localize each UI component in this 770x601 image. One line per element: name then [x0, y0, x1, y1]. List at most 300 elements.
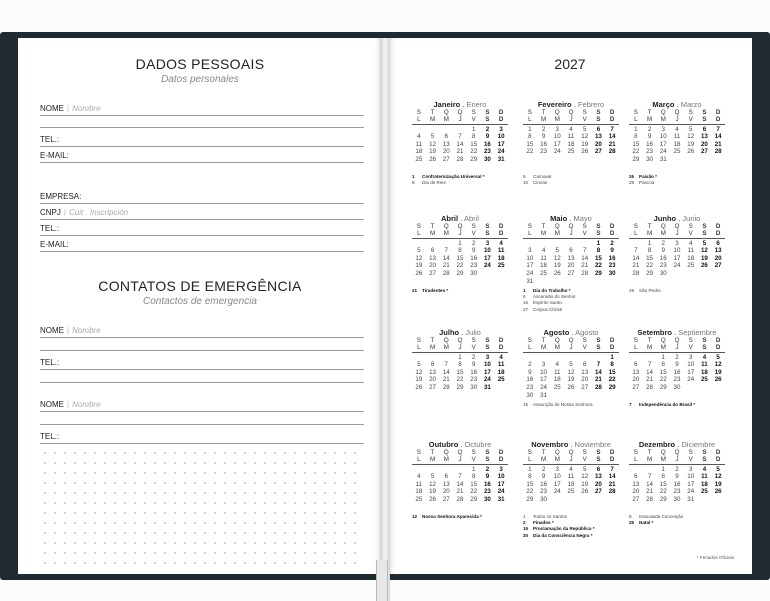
day-cell[interactable]: 21 [714, 140, 722, 148]
day-cell[interactable]: 12 [567, 368, 575, 376]
day-cell[interactable]: 16 [646, 140, 653, 148]
day-cell[interactable]: 18 [497, 368, 505, 376]
day-cell[interactable]: 5 [582, 125, 587, 133]
day-cell[interactable]: 8 [458, 247, 462, 255]
day-cell[interactable]: 6 [634, 361, 638, 369]
day-cell[interactable]: 16 [470, 254, 478, 262]
day-cell[interactable]: 30 [470, 383, 478, 391]
day-cell[interactable]: 30 [483, 155, 491, 163]
day-cell[interactable]: 24 [483, 262, 491, 270]
day-cell[interactable]: 25 [415, 495, 423, 503]
day-cell[interactable]: 1 [458, 239, 462, 247]
day-cell[interactable]: 14 [594, 368, 602, 376]
emergency1-tel-line[interactable] [40, 382, 364, 383]
day-cell[interactable]: 3 [555, 465, 559, 473]
day-cell[interactable]: 22 [594, 262, 602, 270]
day-cell[interactable]: 2 [528, 361, 532, 369]
day-cell[interactable]: 11 [497, 361, 505, 369]
day-cell[interactable]: 2 [661, 239, 665, 247]
day-cell[interactable]: 25 [687, 262, 695, 270]
day-cell[interactable]: 3 [541, 361, 546, 369]
day-cell[interactable]: 26 [700, 262, 708, 270]
day-cell[interactable]: 7 [444, 361, 448, 369]
day-cell[interactable]: 29 [456, 383, 464, 391]
day-cell[interactable]: 22 [526, 148, 534, 156]
day-cell[interactable]: 6 [569, 247, 573, 255]
day-cell[interactable]: 4 [569, 465, 573, 473]
day-cell[interactable]: 26 [415, 269, 423, 277]
day-cell[interactable]: 21 [608, 140, 616, 148]
day-cell[interactable]: 10 [483, 247, 491, 255]
day-cell[interactable]: 19 [714, 368, 722, 376]
day-cell[interactable]: 2 [485, 465, 490, 473]
day-cell[interactable]: 9 [541, 133, 546, 141]
day-cell[interactable]: 1 [471, 125, 476, 133]
day-cell[interactable]: 14 [456, 480, 464, 488]
day-cell[interactable]: 18 [553, 376, 561, 384]
day-cell[interactable]: 27 [632, 495, 640, 503]
day-cell[interactable]: 11 [540, 254, 547, 262]
day-cell[interactable]: 6 [596, 125, 601, 133]
day-cell[interactable]: 2 [471, 239, 476, 247]
day-cell[interactable]: 27 [442, 155, 450, 163]
day-cell[interactable]: 13 [700, 133, 708, 141]
day-cell[interactable]: 24 [553, 148, 561, 156]
day-cell[interactable]: 14 [714, 133, 722, 141]
day-cell[interactable]: 13 [594, 133, 602, 141]
name-field[interactable]: NOME | Nombre [40, 104, 364, 116]
day-cell[interactable]: 8 [528, 473, 532, 481]
day-cell[interactable]: 12 [581, 473, 589, 481]
day-cell[interactable]: 6 [716, 239, 720, 247]
day-cell[interactable]: 1 [610, 353, 614, 361]
day-cell[interactable]: 27 [442, 495, 450, 503]
day-cell[interactable]: 26 [714, 376, 722, 384]
emergency1-tel-field[interactable] [40, 358, 364, 370]
day-cell[interactable]: 21 [456, 148, 464, 156]
day-cell[interactable]: 31 [497, 495, 505, 503]
day-cell[interactable]: 28 [581, 269, 589, 277]
company-field[interactable] [40, 192, 364, 204]
day-cell[interactable]: 10 [497, 133, 505, 141]
day-cell[interactable]: 12 [714, 473, 722, 481]
day-cell[interactable]: 15 [456, 254, 464, 262]
day-cell[interactable]: 5 [430, 133, 435, 141]
day-cell[interactable]: 16 [540, 480, 547, 488]
day-cell[interactable]: 27 [567, 269, 575, 277]
emergency1-extra-line[interactable] [40, 350, 364, 351]
day-cell[interactable]: 11 [415, 480, 423, 488]
day-cell[interactable]: 8 [610, 361, 614, 369]
day-cell[interactable]: 26 [581, 488, 589, 496]
day-cell[interactable]: 4 [555, 361, 559, 369]
day-cell[interactable]: 16 [483, 140, 491, 148]
day-cell[interactable]: 24 [526, 269, 534, 277]
day-cell[interactable]: 22 [659, 376, 667, 384]
day-cell[interactable]: 24 [540, 383, 547, 391]
day-cell[interactable]: 1 [471, 465, 476, 473]
day-cell[interactable]: 4 [702, 353, 707, 361]
day-cell[interactable]: 16 [483, 480, 491, 488]
day-cell[interactable]: 11 [701, 473, 708, 481]
day-cell[interactable]: 23 [540, 488, 547, 496]
day-cell[interactable]: 13 [429, 254, 436, 262]
day-cell[interactable]: 15 [526, 140, 534, 148]
day-cell[interactable]: 19 [415, 262, 423, 270]
day-cell[interactable]: 6 [582, 361, 587, 369]
email-field[interactable] [40, 151, 364, 163]
day-cell[interactable]: 5 [702, 239, 707, 247]
day-cell[interactable]: 4 [675, 125, 679, 133]
day-cell[interactable]: 15 [456, 368, 464, 376]
emergency2-extra-line[interactable] [40, 424, 364, 425]
day-cell[interactable]: 4 [569, 125, 573, 133]
day-cell[interactable]: 9 [647, 133, 652, 141]
day-cell[interactable]: 29 [632, 155, 640, 163]
day-cell[interactable]: 17 [497, 480, 505, 488]
day-cell[interactable]: 13 [429, 368, 436, 376]
day-cell[interactable]: 10 [483, 361, 491, 369]
day-cell[interactable]: 24 [497, 148, 505, 156]
day-cell[interactable]: 10 [659, 133, 667, 141]
day-cell[interactable]: 23 [659, 262, 667, 270]
day-cell[interactable]: 10 [553, 473, 561, 481]
day-cell[interactable]: 1 [458, 353, 462, 361]
day-cell[interactable]: 11 [497, 247, 505, 255]
day-cell[interactable]: 8 [458, 361, 462, 369]
day-cell[interactable]: 15 [608, 368, 616, 376]
day-cell[interactable]: 5 [417, 361, 421, 369]
day-cell[interactable]: 20 [442, 488, 450, 496]
day-cell[interactable]: 9 [610, 247, 614, 255]
day-cell[interactable]: 18 [415, 488, 423, 496]
day-cell[interactable]: 2 [675, 465, 679, 473]
day-cell[interactable]: 11 [415, 140, 423, 148]
day-cell[interactable]: 12 [714, 361, 722, 369]
day-cell[interactable]: 23 [608, 262, 616, 270]
day-cell[interactable]: 19 [415, 376, 423, 384]
day-cell[interactable]: 23 [470, 376, 478, 384]
day-cell[interactable]: 10 [673, 247, 681, 255]
day-cell[interactable]: 28 [456, 495, 464, 503]
day-cell[interactable]: 18 [700, 480, 708, 488]
day-cell[interactable]: 5 [569, 361, 573, 369]
day-cell[interactable]: 30 [646, 155, 653, 163]
day-cell[interactable]: 26 [429, 495, 436, 503]
day-cell[interactable]: 25 [700, 376, 708, 384]
day-cell[interactable]: 14 [442, 368, 450, 376]
day-cell[interactable]: 9 [661, 247, 665, 255]
day-cell[interactable]: 22 [632, 148, 640, 156]
day-cell[interactable]: 26 [553, 269, 561, 277]
company-email-field[interactable] [40, 240, 364, 252]
emergency2-name-field[interactable]: NOME | Nombre [40, 400, 364, 412]
day-cell[interactable]: 18 [567, 140, 575, 148]
day-cell[interactable]: 15 [659, 368, 667, 376]
day-cell[interactable]: 2 [471, 353, 476, 361]
day-cell[interactable]: 27 [429, 269, 436, 277]
day-cell[interactable]: 9 [541, 473, 546, 481]
day-cell[interactable]: 5 [417, 247, 421, 255]
day-cell[interactable]: 27 [429, 383, 436, 391]
day-cell[interactable]: 17 [497, 140, 505, 148]
cnpj-field[interactable]: CNPJ | Cuit . Inscripción [40, 208, 364, 220]
day-cell[interactable]: 12 [687, 133, 695, 141]
day-cell[interactable]: 25 [567, 148, 575, 156]
day-cell[interactable]: 20 [632, 376, 640, 384]
day-cell[interactable]: 21 [442, 376, 450, 384]
day-cell[interactable]: 11 [701, 361, 708, 369]
day-cell[interactable]: 3 [499, 125, 503, 133]
day-cell[interactable]: 31 [540, 391, 547, 399]
day-cell[interactable]: 9 [471, 361, 476, 369]
day-cell[interactable]: 11 [554, 368, 561, 376]
day-cell[interactable]: 22 [646, 262, 653, 270]
day-cell[interactable]: 13 [581, 368, 589, 376]
day-cell[interactable]: 5 [555, 247, 559, 255]
day-cell[interactable]: 17 [659, 140, 667, 148]
day-cell[interactable]: 3 [485, 353, 490, 361]
day-cell[interactable]: 3 [528, 247, 532, 255]
day-cell[interactable]: 25 [673, 148, 681, 156]
day-cell[interactable]: 16 [540, 140, 547, 148]
day-cell[interactable]: 19 [429, 488, 436, 496]
day-cell[interactable]: 23 [526, 383, 534, 391]
day-cell[interactable]: 2 [541, 465, 546, 473]
day-cell[interactable]: 12 [429, 140, 436, 148]
day-cell[interactable]: 10 [553, 133, 561, 141]
day-cell[interactable]: 7 [647, 361, 652, 369]
day-cell[interactable]: 15 [470, 480, 478, 488]
day-cell[interactable]: 20 [567, 262, 575, 270]
day-cell[interactable]: 30 [673, 495, 681, 503]
day-cell[interactable]: 14 [608, 473, 616, 481]
day-cell[interactable]: 7 [444, 247, 448, 255]
emergency2-tel-field[interactable] [40, 432, 364, 444]
day-cell[interactable]: 7 [582, 247, 587, 255]
day-cell[interactable]: 21 [442, 262, 450, 270]
day-cell[interactable]: 28 [646, 383, 653, 391]
day-cell[interactable]: 13 [567, 254, 575, 262]
day-cell[interactable]: 24 [687, 488, 695, 496]
day-cell[interactable]: 28 [608, 488, 616, 496]
day-cell[interactable]: 22 [608, 376, 616, 384]
day-cell[interactable]: 27 [714, 262, 722, 270]
day-cell[interactable]: 8 [661, 473, 665, 481]
day-cell[interactable]: 24 [687, 376, 695, 384]
day-cell[interactable]: 24 [497, 488, 505, 496]
day-cell[interactable]: 28 [608, 148, 616, 156]
day-cell[interactable]: 19 [714, 480, 722, 488]
day-cell[interactable]: 20 [700, 140, 708, 148]
day-cell[interactable]: 9 [675, 361, 679, 369]
day-cell[interactable]: 21 [646, 488, 653, 496]
day-cell[interactable]: 22 [659, 488, 667, 496]
day-cell[interactable]: 29 [646, 269, 653, 277]
day-cell[interactable]: 23 [483, 488, 491, 496]
day-cell[interactable]: 20 [442, 148, 450, 156]
day-cell[interactable]: 17 [526, 262, 534, 270]
day-cell[interactable]: 17 [553, 480, 561, 488]
day-cell[interactable]: 9 [485, 133, 490, 141]
day-cell[interactable]: 9 [471, 247, 476, 255]
day-cell[interactable]: 3 [555, 125, 559, 133]
day-cell[interactable]: 14 [442, 254, 450, 262]
day-cell[interactable]: 1 [661, 353, 665, 361]
day-cell[interactable]: 2 [541, 125, 546, 133]
day-cell[interactable]: 11 [567, 473, 575, 481]
day-cell[interactable]: 1 [528, 125, 532, 133]
day-cell[interactable]: 11 [673, 133, 681, 141]
day-cell[interactable]: 23 [470, 262, 478, 270]
day-cell[interactable]: 4 [417, 473, 421, 481]
day-cell[interactable]: 3 [485, 239, 490, 247]
day-cell[interactable]: 17 [687, 368, 695, 376]
day-cell[interactable]: 19 [687, 140, 695, 148]
day-cell[interactable]: 1 [647, 239, 652, 247]
day-cell[interactable]: 15 [470, 140, 478, 148]
day-cell[interactable]: 12 [415, 368, 423, 376]
day-cell[interactable]: 17 [687, 480, 695, 488]
day-cell[interactable]: 4 [499, 353, 503, 361]
day-cell[interactable]: 19 [553, 262, 561, 270]
day-cell[interactable]: 15 [632, 140, 640, 148]
day-cell[interactable]: 10 [687, 473, 695, 481]
emergency1-name-field[interactable]: NOME | Nombre [40, 326, 364, 338]
day-cell[interactable]: 7 [596, 361, 601, 369]
day-cell[interactable]: 7 [610, 465, 614, 473]
day-cell[interactable]: 1 [596, 239, 601, 247]
day-cell[interactable]: 25 [497, 376, 505, 384]
day-cell[interactable]: 3 [688, 353, 693, 361]
day-cell[interactable]: 19 [429, 148, 436, 156]
day-cell[interactable]: 10 [687, 361, 695, 369]
day-cell[interactable]: 23 [646, 148, 653, 156]
day-cell[interactable]: 27 [632, 383, 640, 391]
day-cell[interactable]: 16 [470, 368, 478, 376]
day-cell[interactable]: 30 [608, 269, 616, 277]
day-cell[interactable]: 3 [675, 239, 679, 247]
day-cell[interactable]: 12 [581, 133, 589, 141]
day-cell[interactable]: 10 [526, 254, 534, 262]
day-cell[interactable]: 8 [661, 361, 665, 369]
day-cell[interactable]: 20 [632, 488, 640, 496]
day-cell[interactable]: 22 [456, 262, 464, 270]
day-cell[interactable]: 20 [594, 480, 602, 488]
day-cell[interactable]: 26 [567, 383, 575, 391]
day-cell[interactable]: 4 [688, 239, 693, 247]
name-extra-line[interactable] [40, 127, 364, 128]
day-cell[interactable]: 26 [687, 148, 695, 156]
day-cell[interactable]: 19 [581, 480, 589, 488]
day-cell[interactable]: 10 [497, 473, 505, 481]
day-cell[interactable]: 31 [497, 155, 505, 163]
day-cell[interactable]: 2 [610, 239, 614, 247]
day-cell[interactable]: 2 [485, 125, 490, 133]
day-cell[interactable]: 14 [632, 254, 640, 262]
day-cell[interactable]: 13 [442, 480, 450, 488]
day-cell[interactable]: 29 [608, 383, 616, 391]
day-cell[interactable]: 7 [610, 125, 614, 133]
day-cell[interactable]: 21 [646, 376, 653, 384]
day-cell[interactable]: 28 [442, 269, 450, 277]
day-cell[interactable]: 20 [714, 254, 722, 262]
day-cell[interactable]: 15 [646, 254, 653, 262]
day-cell[interactable]: 1 [528, 465, 532, 473]
day-cell[interactable]: 25 [700, 488, 708, 496]
day-cell[interactable]: 25 [567, 488, 575, 496]
day-cell[interactable]: 27 [581, 383, 589, 391]
day-cell[interactable]: 22 [470, 488, 478, 496]
day-cell[interactable]: 6 [702, 125, 707, 133]
day-cell[interactable]: 17 [553, 140, 561, 148]
day-cell[interactable]: 7 [647, 473, 652, 481]
day-cell[interactable]: 20 [429, 376, 436, 384]
day-cell[interactable]: 6 [444, 133, 448, 141]
day-cell[interactable]: 21 [456, 488, 464, 496]
day-cell[interactable]: 27 [594, 148, 602, 156]
day-cell[interactable]: 28 [632, 269, 640, 277]
day-cell[interactable]: 19 [567, 376, 575, 384]
day-cell[interactable]: 22 [470, 148, 478, 156]
day-cell[interactable]: 15 [526, 480, 534, 488]
day-cell[interactable]: 20 [581, 376, 589, 384]
tel-field[interactable] [40, 135, 364, 147]
day-cell[interactable]: 12 [429, 480, 436, 488]
day-cell[interactable]: 20 [594, 140, 602, 148]
day-cell[interactable]: 16 [673, 480, 681, 488]
day-cell[interactable]: 24 [673, 262, 681, 270]
day-cell[interactable]: 29 [594, 269, 602, 277]
day-cell[interactable]: 29 [470, 495, 478, 503]
day-cell[interactable]: 31 [483, 383, 491, 391]
day-cell[interactable]: 29 [456, 269, 464, 277]
day-cell[interactable]: 26 [714, 488, 722, 496]
day-cell[interactable]: 14 [646, 480, 653, 488]
day-cell[interactable]: 23 [673, 488, 681, 496]
day-cell[interactable]: 17 [483, 368, 491, 376]
day-cell[interactable]: 30 [483, 495, 491, 503]
day-cell[interactable]: 5 [430, 473, 435, 481]
dot-grid-notes[interactable] [40, 448, 364, 564]
day-cell[interactable]: 8 [471, 133, 476, 141]
day-cell[interactable]: 14 [581, 254, 589, 262]
day-cell[interactable]: 8 [528, 133, 532, 141]
day-cell[interactable]: 13 [632, 368, 640, 376]
day-cell[interactable]: 27 [700, 148, 708, 156]
day-cell[interactable]: 6 [634, 473, 638, 481]
day-cell[interactable]: 18 [673, 140, 681, 148]
day-cell[interactable]: 19 [581, 140, 589, 148]
day-cell[interactable]: 12 [700, 247, 708, 255]
day-cell[interactable]: 8 [471, 473, 476, 481]
day-cell[interactable]: 28 [646, 495, 653, 503]
day-cell[interactable]: 14 [608, 133, 616, 141]
day-cell[interactable]: 12 [553, 254, 561, 262]
day-cell[interactable]: 19 [700, 254, 708, 262]
day-cell[interactable]: 17 [673, 254, 681, 262]
day-cell[interactable]: 8 [634, 133, 638, 141]
day-cell[interactable]: 18 [700, 368, 708, 376]
day-cell[interactable]: 13 [442, 140, 450, 148]
day-cell[interactable]: 9 [675, 473, 679, 481]
day-cell[interactable]: 4 [417, 133, 421, 141]
day-cell[interactable]: 4 [499, 239, 503, 247]
day-cell[interactable]: 4 [541, 247, 546, 255]
day-cell[interactable]: 28 [442, 383, 450, 391]
day-cell[interactable]: 15 [594, 254, 602, 262]
day-cell[interactable]: 26 [415, 383, 423, 391]
